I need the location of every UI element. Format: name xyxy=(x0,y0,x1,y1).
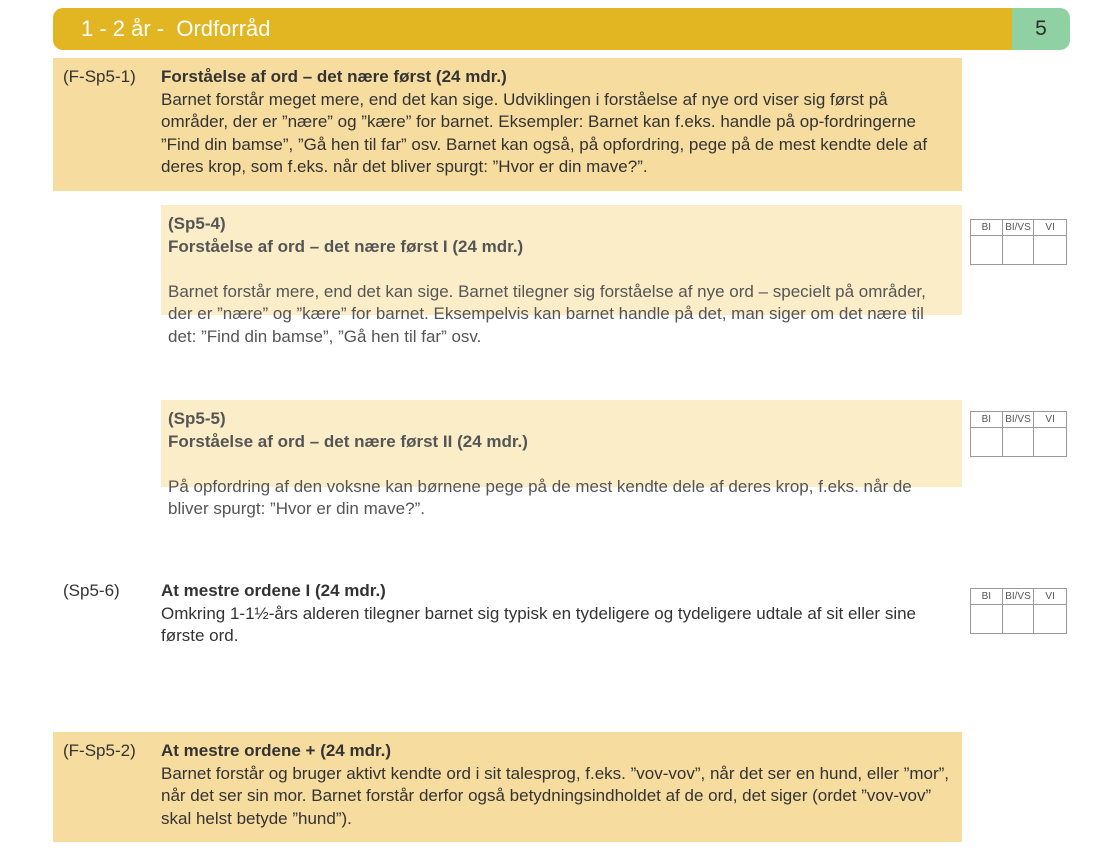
checkbox-label-bi: BI xyxy=(971,412,1003,428)
page-number: 5 xyxy=(1012,8,1070,50)
checkbox-cell-bi-vs[interactable] xyxy=(1003,605,1035,633)
item-text: Omkring 1-1½-års alderen tilegner barnet sig typisk en tydeligere og tydeligere udtale af sit eller sine første ord. xyxy=(161,603,917,645)
checkbox-label-vi: VI xyxy=(1034,220,1066,236)
item-text: Barnet forstår og bruger aktivt kendte ord i sit talesprog, f.eks. ”vov-vov”, når det ser en hund, eller ”mor”, når det ser sin mor. Barnet forstår derfor også betydningsindholdet af de ord, det siger (ordet ”vov-vov” skal helst betyde ”hund”). xyxy=(161,763,950,828)
checkbox-cell-bi-vs[interactable] xyxy=(1003,428,1035,456)
checkbox-cell-vi[interactable] xyxy=(1034,428,1066,456)
checkbox-cell-bi[interactable] xyxy=(971,428,1003,456)
item-text: På opfordring af den voksne kan børnene pege på de mest kendte dele af deres krop, f.eks. når de bliver spurgt: ”Hvor er din mave?”. xyxy=(168,476,912,518)
checkbox-cell-vi[interactable] xyxy=(1034,605,1066,633)
checkbox-label-bi-vs: BI/VS xyxy=(1003,412,1035,428)
item-code: (F-Sp5-2) xyxy=(63,741,136,760)
checkbox-label-bi-vs: BI/VS xyxy=(1003,589,1035,605)
assessment-checkbox-sp5-5 xyxy=(970,411,1067,457)
goal-block-f-sp5-1 xyxy=(53,58,962,191)
item-title: Forståelse af ord – det nære først (24 mdr.) xyxy=(161,67,507,86)
goal-block-sp5-6 xyxy=(53,572,962,652)
item-title: At mestre ordene + (24 mdr.) xyxy=(161,741,392,760)
section-header xyxy=(53,8,1070,50)
checkbox-cell-vi[interactable] xyxy=(1034,236,1066,264)
item-title: Forståelse af ord – det nære først II (24 mdr.) xyxy=(168,431,528,451)
item-code: (Sp5-6) xyxy=(63,581,120,600)
goal-block-sp5-5 xyxy=(161,400,962,518)
assessment-checkbox-sp5-6 xyxy=(970,588,1067,634)
goal-block-f-sp5-2 xyxy=(53,732,962,842)
goal-block-sp5-4 xyxy=(161,205,962,346)
item-title: Forståelse af ord – det nære først I (24 mdr.) xyxy=(168,236,524,256)
checkbox-label-vi: VI xyxy=(1034,412,1066,428)
item-text: Barnet forstår meget mere, end det kan sige. Udviklingen i forståelse af nye ord viser sig først på områder, der er ”nære” og ”kære” for barnet. Eksempler: Barnet kan f.eks. handle på op-fordringerne ”Find din bamse”, ”Gå hen til far” osv. Barnet kan også, på opfordring, pege på de mest kendte dele af deres krop, som f.eks. når det bliver spurgt: ”Hvor er din mave?”. xyxy=(161,89,928,176)
item-code: (Sp5-4) xyxy=(168,214,226,233)
checkbox-cell-bi[interactable] xyxy=(971,605,1003,633)
checkbox-cell-bi[interactable] xyxy=(971,236,1003,264)
checkbox-label-bi: BI xyxy=(971,589,1003,605)
item-code: (Sp5-5) xyxy=(168,409,226,428)
item-title: At mestre ordene I (24 mdr.) xyxy=(161,581,386,600)
checkbox-label-bi: BI xyxy=(971,220,1003,236)
item-text: Barnet forstår mere, end det kan sige. Barnet tilegner sig forståelse af nye ord – specielt på områder, der er ”nære” og ”kære” for barnet. Eksempelvis kan barnet handle på det, man siger om det nære til det: ”Find din bamse”, ”Gå hen til far” osv. xyxy=(168,281,926,346)
checkbox-label-vi: VI xyxy=(1034,589,1066,605)
checkbox-cell-bi-vs[interactable] xyxy=(1003,236,1035,264)
checkbox-label-bi-vs: BI/VS xyxy=(1003,220,1035,236)
assessment-checkbox-sp5-4 xyxy=(970,219,1067,265)
item-code: (F-Sp5-1) xyxy=(63,67,136,86)
section-title: 1 - 2 år - Ordforråd xyxy=(53,8,1012,50)
